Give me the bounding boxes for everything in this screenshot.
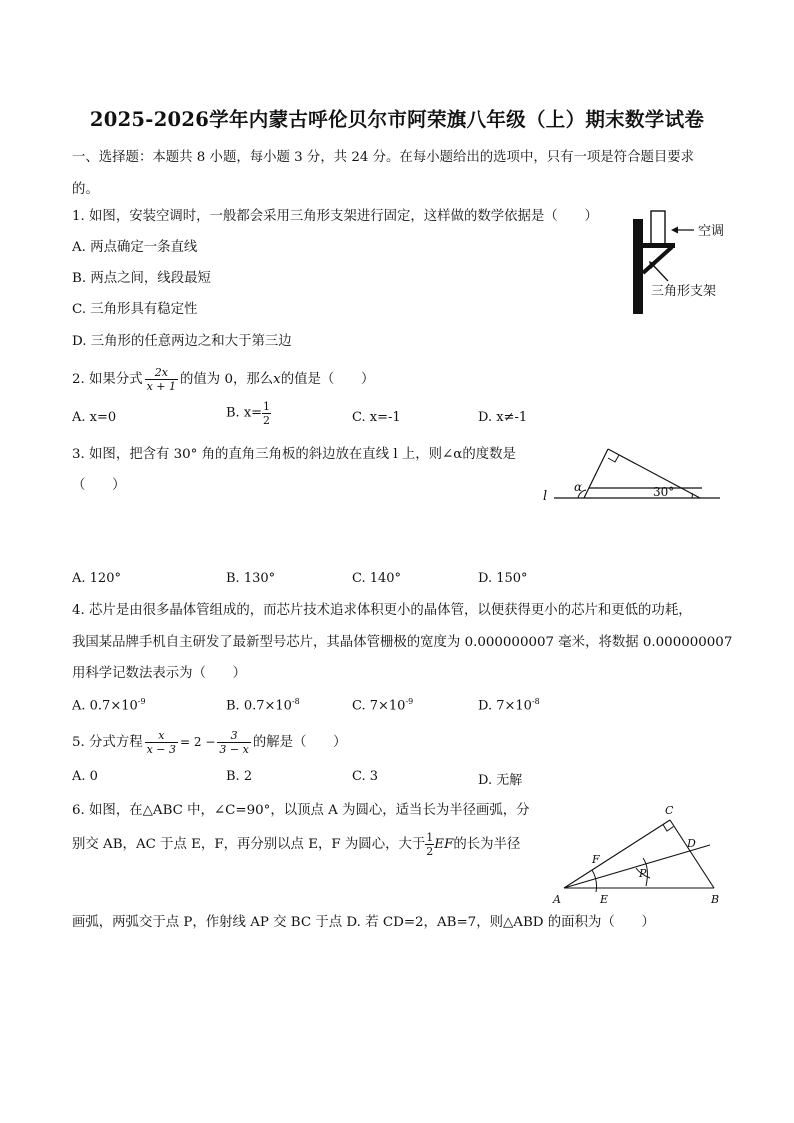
q3-option-d: D. 150° [478, 571, 528, 586]
q2-stem [72, 366, 374, 394]
q4-option-a [72, 697, 146, 713]
q5-option-d: D. 无解 [478, 773, 523, 788]
q4-line1: 4. 芯片是由很多晶体管组成的，而芯片技术追求体积更小的晶体管，以便获得更小的芯片和更低的功耗， [72, 603, 692, 618]
q4-option-b [226, 697, 300, 713]
q5-option-a: A. 0 [72, 769, 98, 784]
q6-line2-pre: 别交 AB，AC 于点 E，F，再分别以点 E，F 为圆心，大于 [72, 837, 426, 852]
q2-stem-var: x [273, 372, 281, 387]
q5-f1-num: x [145, 729, 178, 743]
q4-opt-d-exp: -8 [531, 697, 540, 706]
q2-optb-num: 1 [263, 400, 271, 413]
q3-fig-label-l: l [543, 489, 548, 504]
arc-ef [592, 870, 597, 892]
q4-opt-d-base: D. 7×10 [478, 698, 532, 714]
arrow-ac-icon [671, 227, 678, 234]
q5-fraction-1 [145, 729, 178, 756]
q6-fig-label-d: D [687, 837, 696, 850]
q6-half-num: 1 [426, 831, 434, 844]
q1-fig-label-ac: 空调 [698, 224, 725, 239]
q3-fig-label-alpha: α [574, 480, 583, 494]
q5-f2-den: 3 − x [219, 743, 249, 756]
q5-f1-den: x − 3 [146, 743, 177, 756]
q6-figure-triangle-abc [550, 800, 730, 910]
q5-f2-num: 3 [217, 729, 250, 743]
q6-fig-label-p: P [639, 867, 647, 880]
wall [633, 219, 643, 314]
q2-stem-post1: 的值为 0，那么 [180, 372, 274, 387]
q2-option-d: D. x≠-1 [478, 410, 528, 425]
q6-ef: EF [434, 837, 454, 852]
q3-option-c: C. 140° [352, 571, 402, 586]
q1-option-d: D. 三角形的任意两边之和大于第三边 [72, 334, 292, 349]
q3-stem: 3. 如图，把含有 30° 角的直角三角板的斜边放在直线 l 上，则∠α的度数是 [72, 447, 516, 462]
q3-option-a: A. 120° [72, 571, 121, 586]
segment-cb [670, 820, 714, 888]
q5-mid: = 2 − [180, 735, 216, 749]
q2-frac-den: x + 1 [146, 380, 177, 393]
right-angle-mark [608, 455, 619, 462]
q6-line2 [72, 830, 520, 860]
air-conditioner-unit [651, 211, 665, 245]
q5-fraction-2 [217, 729, 250, 756]
q1-option-a: A. 两点确定一条直线 [72, 240, 198, 255]
q3-stem-2: （ ） [72, 478, 126, 493]
q5-stem-pre: 5. 分式方程 [72, 735, 143, 750]
q6-line2-post: 的长为半径 [453, 837, 521, 852]
q2-option-c: C. x=-1 [352, 410, 401, 425]
q1-fig-label-bracket: 三角形支架 [651, 284, 717, 299]
q4-line3: 用科学记数法表示为（ ） [72, 666, 247, 681]
q4-line2: 我国某品牌手机自主研发了最新型号芯片，其晶体管栅极的宽度为 0.000000007 毫米，将数据 0.000000007 [72, 635, 733, 650]
q2-fraction [145, 366, 178, 393]
q1-option-b: B. 两点之间，线段最短 [72, 271, 211, 286]
page-title: 2025-2026学年内蒙古呼伦贝尔市阿荣旗八年级（上）期末数学试卷 [89, 108, 705, 131]
q1-option-c: C. 三角形具有稳定性 [72, 302, 198, 317]
q6-line3: 画弧，两弧交于点 P，作射线 AP 交 BC 于点 D. 若 CD=2，AB=7，则△ABD 的面积为（ ） [72, 915, 655, 930]
q2-option-b [226, 400, 271, 427]
q6-fig-label-a: A [553, 893, 561, 906]
q6-fig-label-f: F [592, 853, 600, 866]
q6-line1: 6. 如图，在△ABC 中，∠C=90°，以顶点 A 为圆心，适当长为半径画弧，分 [72, 803, 530, 818]
section-header-line1: 一、选择题：本题共 8 小题，每小题 3 分，共 24 分。在每小题给出的选项中，只有一项是符合题目要求 [72, 150, 695, 165]
q3-option-b: B. 130° [226, 571, 276, 586]
q2-stem-pre: 2. 如果分式 [72, 372, 143, 387]
q3-fig-label-30: 30° [653, 485, 675, 499]
q6-fig-label-c: C [665, 804, 674, 817]
q5-option-c: C. 3 [352, 769, 379, 784]
q2-option-b-frac [262, 400, 271, 427]
q2-stem-post2: 的值是（ ） [280, 372, 375, 387]
q5-stem [72, 727, 347, 758]
q2-option-b-pre: B. x= [226, 405, 263, 421]
ray-ap [564, 845, 710, 888]
section-header-line2: 的。 [72, 182, 99, 197]
q6-half-den: 2 [426, 845, 434, 858]
q4-opt-c-base: C. 7×10 [352, 698, 406, 714]
q2-optb-den: 2 [263, 414, 271, 427]
q4-opt-b-exp: -8 [291, 697, 300, 706]
q2-frac-num: 2x [145, 366, 178, 380]
q5-stem-post: 的解是（ ） [252, 735, 347, 750]
q6-fig-label-e: E [600, 893, 609, 906]
q6-half-frac [425, 831, 434, 858]
q2-option-a: A. x=0 [72, 410, 117, 425]
q4-opt-a-base: A. 0.7×10 [72, 698, 138, 714]
q4-option-d [478, 697, 540, 713]
q3-figure-triangle [540, 444, 730, 506]
q4-option-c [352, 697, 413, 713]
right-angle-mark-c [663, 825, 674, 832]
q4-opt-c-exp: -9 [405, 697, 414, 706]
q1-stem: 1. 如图，安装空调时，一般都会采用三角形支架进行固定，这样做的数学依据是（ ） [72, 209, 598, 224]
q4-opt-b-base: B. 0.7×10 [226, 698, 292, 714]
q1-figure-air-conditioner [628, 205, 738, 320]
segment-ac [564, 820, 670, 888]
q5-option-b: B. 2 [226, 769, 253, 784]
q4-opt-a-exp: -9 [137, 697, 146, 706]
q6-fig-label-b: B [711, 893, 720, 906]
